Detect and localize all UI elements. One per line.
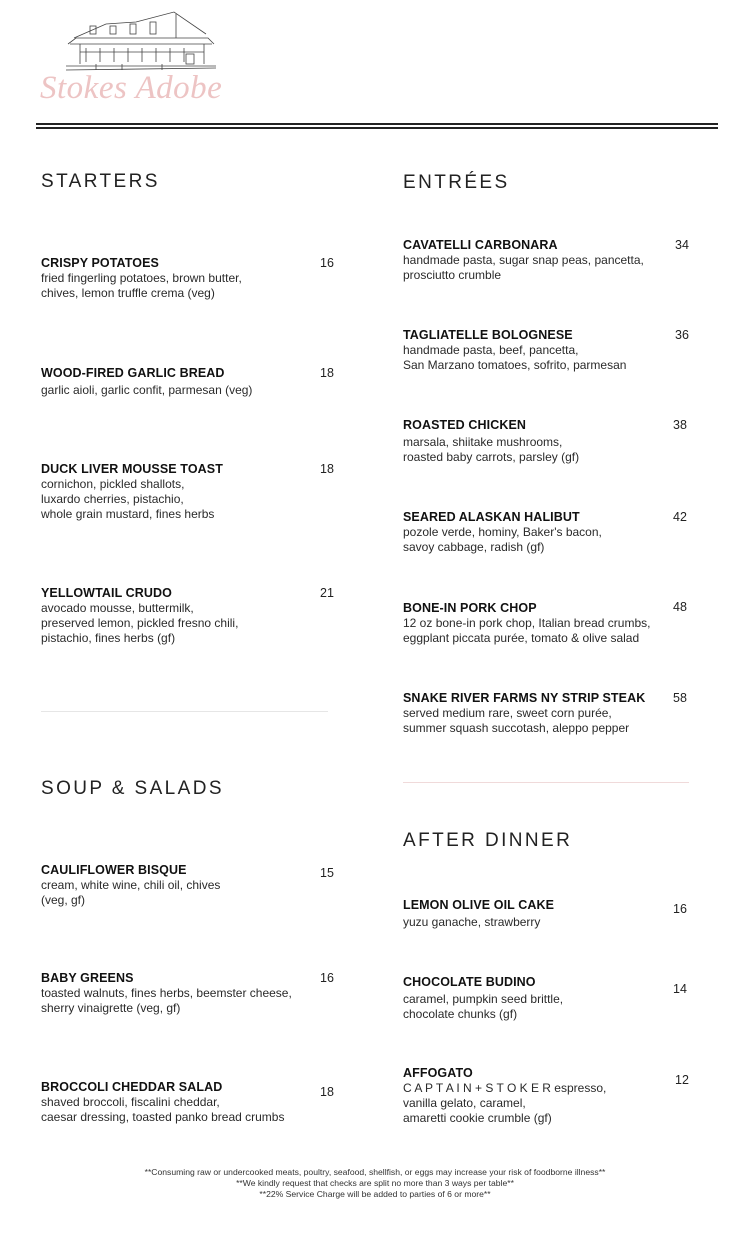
item-desc: yuzu ganache, strawberry: [403, 915, 541, 929]
item-desc: garlic aioli, garlic confit, parmesan (veg): [41, 383, 253, 397]
restaurant-logo: [40, 8, 223, 108]
menu-footer-notes: [0, 1167, 750, 1200]
item-price: 12: [675, 1073, 689, 1087]
item-price: 16: [320, 256, 334, 270]
item-price: 15: [320, 866, 334, 880]
item-name: ROASTED CHICKEN: [403, 418, 527, 432]
item-desc: handmade pasta, beef, pancetta, San Marzano tomatoes, sofrito, parmesan: [403, 343, 627, 372]
item-name: LEMON OLIVE OIL CAKE: [403, 898, 555, 912]
item-name: BABY GREENS: [41, 971, 134, 985]
item-name: CRISPY POTATOES: [41, 256, 159, 270]
section-title-entrees: ENTRÉES: [403, 172, 510, 193]
menu-item-lemon-cake: [403, 897, 554, 930]
item-desc: C A P T A I N + S T O K E R espresso, vanilla gelato, caramel, amaretti cookie crumble (gf): [403, 1081, 607, 1125]
item-price: 14: [673, 982, 687, 996]
item-desc: avocado mousse, buttermilk, preserved lemon, pickled fresno chili, pistachio, fines herbs (gf): [41, 601, 239, 645]
item-price: 42: [673, 510, 687, 524]
item-desc: cream, white wine, chili oil, chives (veg, gf): [41, 878, 221, 907]
section-title-after-dinner: AFTER DINNER: [403, 830, 573, 851]
item-name: SEARED ALASKAN HALIBUT: [403, 510, 580, 524]
menu-item-crispy-potatoes: [41, 255, 242, 301]
item-desc: shaved broccoli, fiscalini cheddar, caesar dressing, toasted panko bread crumbs: [41, 1095, 285, 1124]
menu-item-cauliflower-bisque: [41, 862, 220, 908]
item-name: YELLOWTAIL CRUDO: [41, 586, 172, 600]
menu-item-halibut: [403, 509, 602, 555]
item-name: TAGLIATELLE BOLOGNESE: [403, 328, 573, 342]
menu-item-tagliatelle: [403, 327, 626, 373]
menu-item-baby-greens: [41, 970, 292, 1016]
item-name: AFFOGATO: [403, 1066, 473, 1080]
item-price: 18: [320, 1085, 334, 1099]
footer-service-charge-note: **22% Service Charge will be added to parties of 6 or more**: [259, 1189, 491, 1199]
section-title-soup-salads: SOUP & SALADS: [41, 778, 224, 799]
item-name: DUCK LIVER MOUSSE TOAST: [41, 462, 223, 476]
item-price: 18: [320, 462, 334, 476]
item-price: 21: [320, 586, 334, 600]
brand-name: Stokes Adobe: [40, 70, 223, 106]
header-rule-top: [36, 123, 718, 125]
item-price: 34: [675, 238, 689, 252]
item-desc: handmade pasta, sugar snap peas, pancetta, prosciutto crumble: [403, 253, 644, 282]
item-desc: served medium rare, sweet corn purée, summer squash succotash, aleppo pepper: [403, 706, 630, 735]
header-rule-bottom: [36, 127, 718, 129]
item-name: BONE-IN PORK CHOP: [403, 601, 537, 615]
item-name: BROCCOLI CHEDDAR SALAD: [41, 1080, 223, 1094]
menu-item-chocolate-budino: [403, 974, 563, 1022]
menu-item-yellowtail-crudo: [41, 585, 238, 646]
item-price: 16: [320, 971, 334, 985]
menu-item-roasted-chicken: [403, 417, 579, 465]
item-price: 36: [675, 328, 689, 342]
section-title-starters: STARTERS: [41, 171, 160, 192]
section-divider: [403, 782, 689, 783]
menu-item-pork-chop: [403, 600, 650, 646]
footer-split-check-note: **We kindly request that checks are split no more than 3 ways per table**: [236, 1178, 514, 1188]
item-price: 48: [673, 600, 687, 614]
section-divider: [41, 711, 328, 712]
item-price: 18: [320, 366, 334, 380]
item-name: CAULIFLOWER BISQUE: [41, 863, 187, 877]
item-price: 38: [673, 418, 687, 432]
item-desc: fried fingerling potatoes, brown butter, chives, lemon truffle crema (veg): [41, 271, 242, 300]
item-name: CHOCOLATE BUDINO: [403, 975, 536, 989]
menu-item-ny-strip: [403, 690, 645, 736]
menu-item-broccoli-cheddar: [41, 1079, 284, 1125]
menu-item-affogato: [403, 1065, 606, 1126]
item-desc: caramel, pumpkin seed brittle, chocolate chunks (gf): [403, 992, 564, 1021]
adobe-house-icon: [66, 8, 216, 78]
item-name: SNAKE RIVER FARMS NY STRIP STEAK: [403, 691, 646, 705]
footer-raw-food-warning: **Consuming raw or undercooked meats, poultry, seafood, shellfish, or eggs may increase your risk of foodborne illness**: [144, 1167, 606, 1177]
item-desc: marsala, shiitake mushrooms, roasted baby carrots, parsley (gf): [403, 435, 580, 464]
item-desc: toasted walnuts, fines herbs, beemster cheese, sherry vinaigrette (veg, gf): [41, 986, 292, 1015]
item-name: CAVATELLI CARBONARA: [403, 238, 558, 252]
menu-item-duck-liver: [41, 461, 223, 522]
item-price: 58: [673, 691, 687, 705]
item-desc: 12 oz bone-in pork chop, Italian bread crumbs, eggplant piccata purée, tomato & olive salad: [403, 616, 651, 645]
item-price: 16: [673, 902, 687, 916]
item-name: WOOD-FIRED GARLIC BREAD: [41, 366, 225, 380]
item-desc: pozole verde, hominy, Baker's bacon, savoy cabbage, radish (gf): [403, 525, 602, 554]
menu-item-cavatelli: [403, 237, 644, 283]
item-desc: cornichon, pickled shallots, luxardo cherries, pistachio, whole grain mustard, fines herbs: [41, 477, 215, 521]
menu-item-garlic-bread: [41, 365, 252, 398]
